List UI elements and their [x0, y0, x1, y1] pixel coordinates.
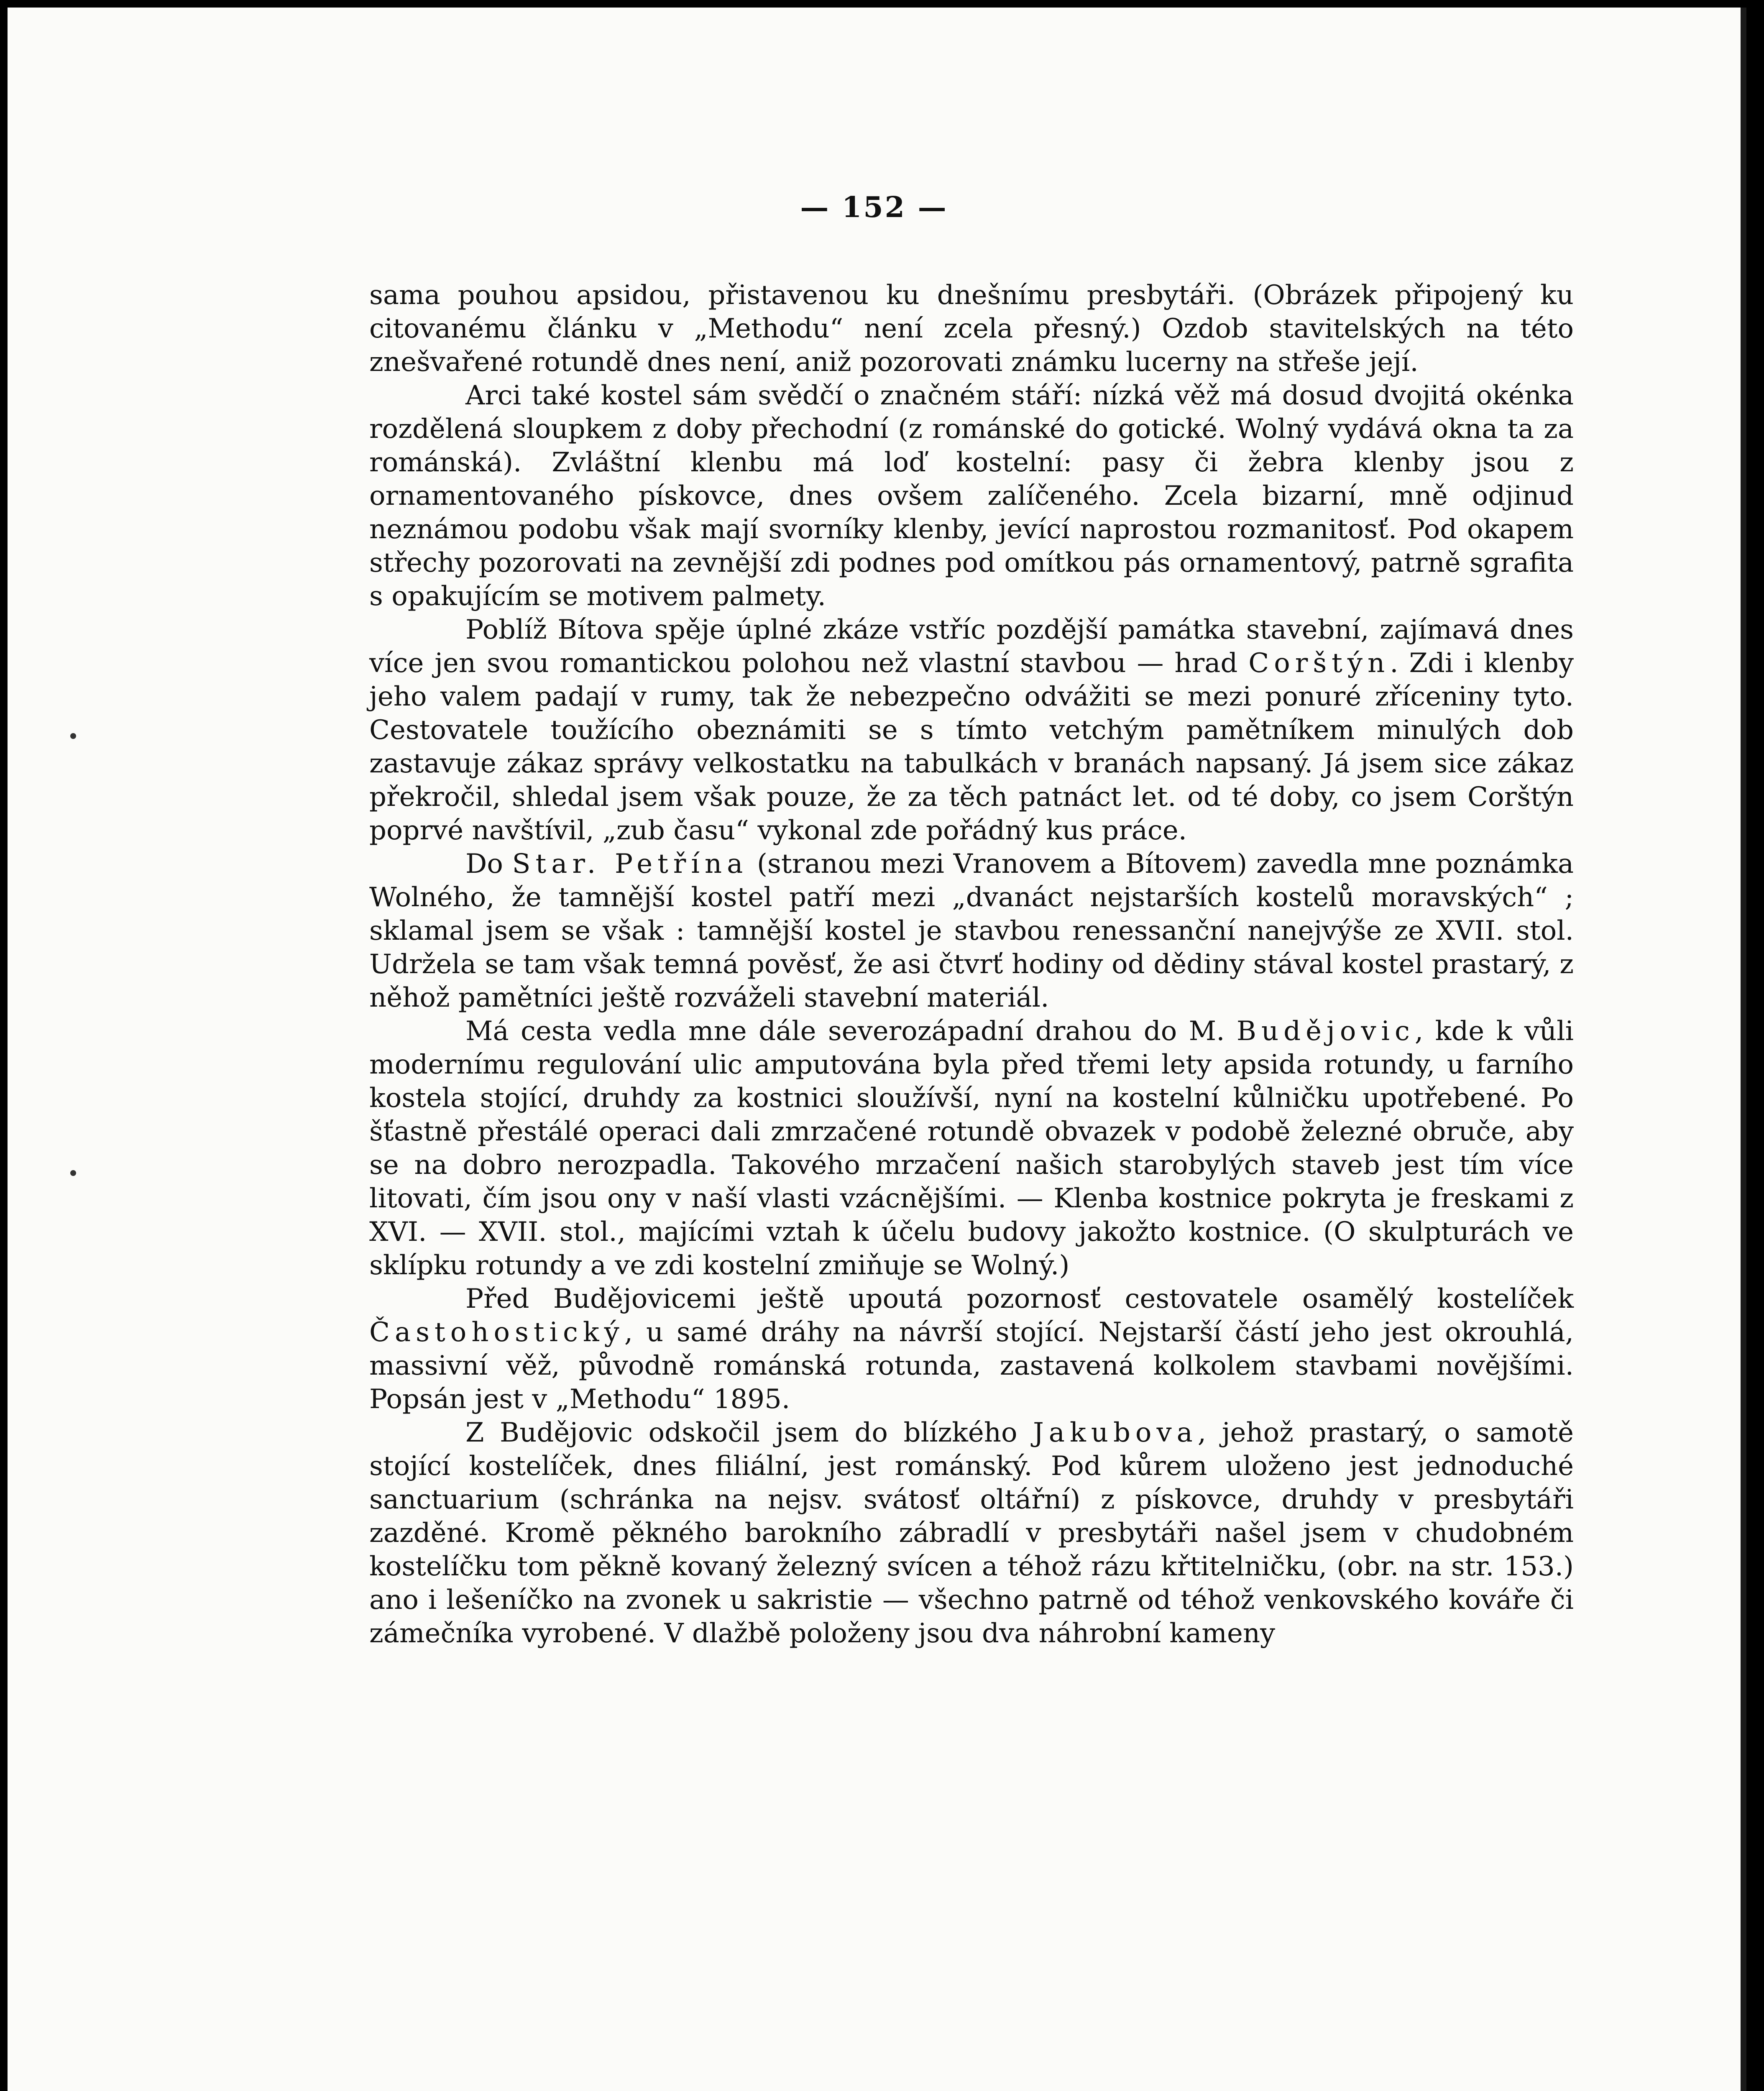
paragraph-3	[369, 613, 1574, 847]
text-run: . Zdi i klenby jeho valem padají v rumy, tak že nebezpečno odvážiti se mezi ponuré zříceniny tyto. Cestovatele toužícího obeznámiti se s tímto vetchým pamětníkem minulých dob zastavuje zákaz správy velkostatku na tabulkách v branách napsaný. Já jsem sice zákaz překročil, shledal jsem však pouze, že za těch patnáct let. od té doby, co jsem Corštýn poprvé navštívil, „zub času“ vykonal zde pořádný kus práce.	[369, 648, 1574, 846]
document-page	[8, 8, 1746, 2091]
text-run: (stranou mezi Vranovem a Bítovem) zavedla mne poznámka Wolného, že tamnější kostel patří mezi „dvanáct nejstarších kostelů moravských“ ; sklamal jsem se však : tamnější kostel je stavbou renessanční nanejvýše ze XVII. stol. Udržela se tam však temná pověsť, že asi čtvrť hodiny od dědiny stával kostel prastarý, z něhož pamětníci ještě rozváželi stavební materiál.	[369, 849, 1574, 1013]
spaced-place-name: Jakubova	[1033, 1417, 1198, 1448]
text-run: Poblíž Bítova spěje úplné zkáze vstříc pozdější památka stavební, zajímavá dnes více jen svou romantickou polohou než vlastní stavbou — hrad	[369, 614, 1574, 679]
spaced-place-name: Budějovic	[1236, 1016, 1415, 1047]
paragraph-2	[369, 379, 1574, 613]
spaced-place-name: Star. Petřína	[512, 849, 748, 879]
text-run: , u samé dráhy na návrší stojící. Nejstarší částí jeho jest okrouhlá, massivní věž, původně románská rotunda, zastavená kolkolem stavbami novějšími. Popsán jest v „Methodu“ 1895.	[369, 1317, 1574, 1415]
page-number: — 152 —	[800, 191, 948, 224]
text-run: , kde k vůli modernímu regulování ulic amputována byla před třemi lety apsida rotundy, u farního kostela stojící, druhdy za kostnici sloužívší, nyní na kostelní kůlničku upotřebené. Po šťastně přestálé operaci dali zmrzačené rotundě obvazek v podobě železné obruče, aby se na dobro nerozpadla. Takového mrzačení našich starobylých staveb jest tím více litovati, čím jsou ony v naší vlasti vzácnějšími. — Klenba kostnice pokryta je freskami z XVI. — XVII. stol., majícími vztah k účelu budovy jakožto kostnice. (O skulpturách ve sklípku rotundy a ve zdi kostelní zmiňuje se Wolný.)	[369, 1016, 1574, 1281]
text-run: sama pouhou apsidou, přistavenou ku dnešnímu presbytáři. (Obrázek připojený ku citovanému článku v „Methodu“ není zcela přesný.) Ozdob stavitelských na této znešvařené rotundě dnes není, aniž pozorovati známku lucerny na střeše její.	[369, 280, 1574, 378]
text-run: , jehož prastarý, o samotě stojící kostelíček, dnes filiální, jest románský. Pod kůrem uloženo jest jednoduché sanctuarium (schránka na nejsv. svátosť oltářní) z pískovce, druhdy v presbytáři zazděné. Kromě pěkného barokního zábradlí v presbytáři našel jsem v chudobném kostelíčku tom pěkně kovaný železný svícen a téhož rázu křtitelničku, (obr. na str. 153.) ano i lešeníčko na zvonek u sakristie — všechno patrně od téhož venkovského kováře či zámečníka vyrobené. V dlažbě položeny jsou dva náhrobní kameny	[369, 1417, 1574, 1649]
body-text	[369, 279, 1574, 1650]
spaced-place-name: Corštýn	[1248, 648, 1390, 679]
spaced-place-name: Častohostický	[369, 1317, 624, 1348]
paragraph-5	[369, 1015, 1574, 1282]
paragraph-7	[369, 1416, 1574, 1650]
scan-speck	[70, 733, 76, 739]
text-run: Arci také kostel sám svědčí o značném stáří: nízká věž má dosud dvojitá okénka rozdělená sloupkem z doby přechodní (z románské do gotické. Wolný vydává okna ta za románská). Zvláštní klenbu má loď kostelní: pasy či žebra klenby jsou z ornamentovaného pískovce, dnes ovšem zalíčeného. Zcela bizarní, mně odjinud neznámou podobu však mají svorníky klenby, jevící naprostou rozmanitosť. Pod okapem střechy pozorovati na zevnější zdi podnes pod omítkou pás ornamentový, patrně sgrafita s opakujícím se motivem palmety.	[369, 380, 1574, 612]
paragraph-4	[369, 847, 1574, 1015]
paragraph-6	[369, 1282, 1574, 1416]
text-run: Má cesta vedla mne dále severozápadní drahou do M.	[465, 1016, 1237, 1047]
scan-speck	[70, 1170, 76, 1176]
text-run: Před Budějovicemi ještě upoutá pozornosť cestovatele osamělý kostelíček	[465, 1283, 1574, 1314]
text-run: Do	[465, 849, 512, 879]
paragraph-1	[369, 279, 1574, 379]
text-run: Z Budějovic odskočil jsem do blízkého	[465, 1417, 1033, 1448]
